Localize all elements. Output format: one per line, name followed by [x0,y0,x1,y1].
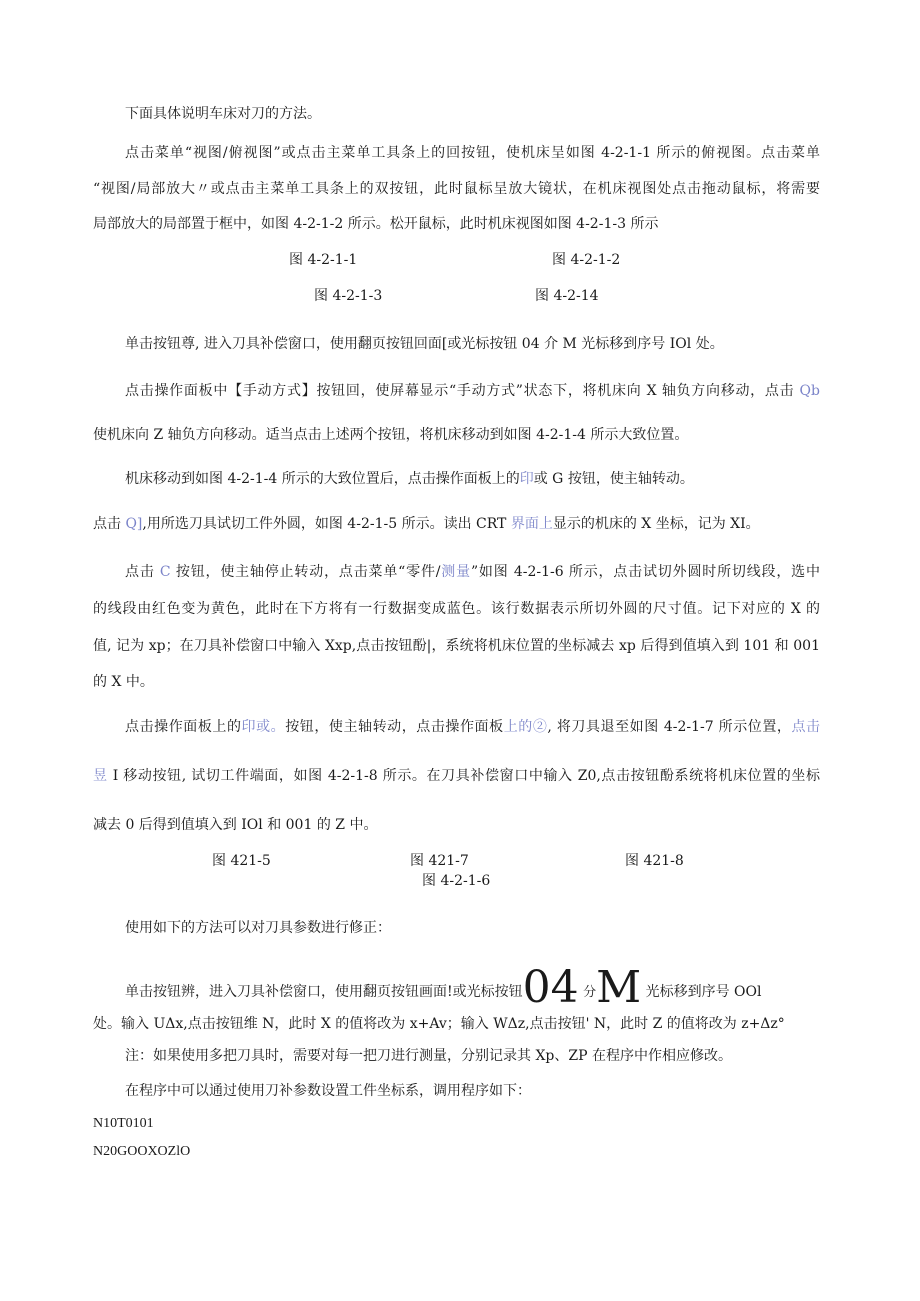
text-segment: 分 [583,985,597,1000]
text-segment: 显示的机床的 X 坐标，记为 XI。 [552,516,760,532]
paragraph-intro: 下面具体说明车床对刀的方法。 [125,106,321,122]
figure-caption-4-2-1-6: 图 4-2-1-6 [422,873,491,889]
paragraph-measure-line3: 值, 记为 xp；在刀具补偿窗口中输入 Xxp,点击按钮酚|，系统将机床位置的坐标减去 xp 后得到值填入到 101 和 001 [93,638,820,654]
paragraph-measure-line1 [125,562,820,582]
highlighted-text: 点击 [791,719,820,735]
text-segment: 点击操作面板上的 [125,719,242,735]
paragraph-measure-line2: 的线段由红色变为黄色，此时在下方将有一行数据变成蓝色。该行数据表示所切外圆的尺寸值。记下对应的 X 的 [93,601,820,617]
highlighted-text: 印 [519,471,534,487]
paragraph-correction-intro: 使用如下的方法可以对刀具参数进行修正： [125,920,391,936]
text-segment: 单击按钮辨，进入刀具补偿窗口，使用翻页按钮画面!或光标按钮 [125,984,523,1000]
figure-caption-4-2-14: 图 4-2-14 [535,288,599,304]
figure-caption-4-2-1-1: 图 4-2-1-1 [289,252,358,268]
paragraph-note: 注：如果使用多把刀具时，需要对每一把刀进行测量，分别记录其 Xp、ZP 在程序中作相应修改。 [125,1048,732,1064]
figure-caption-421-7: 图 421-7 [410,853,469,869]
text-segment: 机床移动到如图 4-2-1-4 所示的大致位置后，点击操作面板上的 [125,471,520,487]
code-line-n10: N10T0101 [93,1116,154,1131]
text-segment: 点击 [125,564,160,580]
figure-caption-421-8: 图 421-8 [625,853,684,869]
highlighted-text: Q] [125,516,143,532]
paragraph-measure-line4: 的 X 中。 [93,674,154,690]
paragraph-manual-mode-line2: 使机床向 Z 轴负方向移动。适当点击上述两个按钮，将机床移动到如图 4-2-1-4 所示大致位置。 [93,427,689,443]
highlighted-text: 印或。 [241,719,286,735]
paragraph-view-line3: 局部放大的局部置于框中，如图 4-2-1-2 所示。松开鼠标，此时机床视图如图 4-2-1-3 所示 [93,216,659,232]
text-segment: ”如图 4-2-1-6 所示，点击试切外圆时所切线段，选中 [470,564,820,580]
text-segment: 或 G 按钮，使主轴转动。 [533,471,694,487]
text-segment: , 将刀具退至如图 4-2-1-7 所示位置， [547,719,792,735]
highlighted-text: 界面上 [510,516,553,532]
highlighted-text: C [159,564,171,580]
figure-caption-421-5: 图 421-5 [212,853,271,869]
large-glyph-m: M [596,968,642,1012]
paragraph-program-intro: 在程序中可以通过使用刀补参数设置工件坐标系，调用程序如下： [125,1083,531,1099]
highlighted-text: 测量 [440,564,471,580]
text-segment: I 移动按钮, 试切工件端面，如图 4-2-1-8 所示。在刀具补偿窗口中输入 Z0,点击按钮酚系统将机床位置的坐标 [107,768,820,784]
paragraph-facing-line1 [125,717,820,737]
text-segment: 按钮，使主轴停止转动，点击菜单“零件/ [170,564,441,580]
paragraph-facing-line2 [93,766,820,786]
paragraph-correction-line2: 处。输入 UΔx,点击按钮维 N，此时 X 的值将改为 x+Av；输入 WΔz,点击按钮' N，此时 Z 的值将改为 z+Δz° [93,1016,785,1032]
text-segment: 点击操作面板中【手动方式】按钮回，使屏幕显示“手动方式”状态下，将机床向 X 轴负方向移动，点击 [125,383,795,399]
paragraph-manual-mode-line1 [125,381,820,401]
code-line-n20: N20GOOXOZlO [93,1144,191,1159]
text-segment: 按钮，使主轴转动，点击操作面板 [285,719,504,735]
paragraph-correction-line1 [125,968,820,1012]
paragraph-facing-line3: 减去 0 后得到值填入到 IOl 和 001 的 Z 中。 [93,817,378,833]
highlighted-text: Qb [799,383,820,399]
paragraph-view-line1: 点击菜单“视图/俯视图”或点击主菜单工具条上的回按钮，使机床呈如图 4-2-1-1 所示的俯视图。点击菜单 [125,145,820,161]
paragraph-view-line2: “视图/局部放大〃或点击主菜单工具条上的双按钮，此时鼠标呈放大镜状，在机床视图处点击拖动鼠标，将需要 [93,181,820,197]
large-glyph-04: 04 [522,968,579,1012]
text-segment: ,用所选刀具试切工件外圆，如图 4-2-1-5 所示。读出 CRT [142,516,511,532]
highlighted-text: 上的② [503,719,548,735]
paragraph-tool-compensation: 单击按钮尊, 进入刀具补偿窗口，使用翻页按钮回面[或光标按钮 04 介 M 光标移到序号 IOl 处。 [125,336,724,352]
figure-caption-4-2-1-2: 图 4-2-1-2 [552,252,621,268]
highlighted-text: 昱 [93,768,108,784]
paragraph-trial-cut [93,514,820,534]
text-segment: 光标移到序号 OOl [645,984,762,1000]
figure-caption-4-2-1-3: 图 4-2-1-3 [314,288,383,304]
paragraph-spindle-start [125,469,820,489]
text-segment: 点击 [93,516,126,532]
